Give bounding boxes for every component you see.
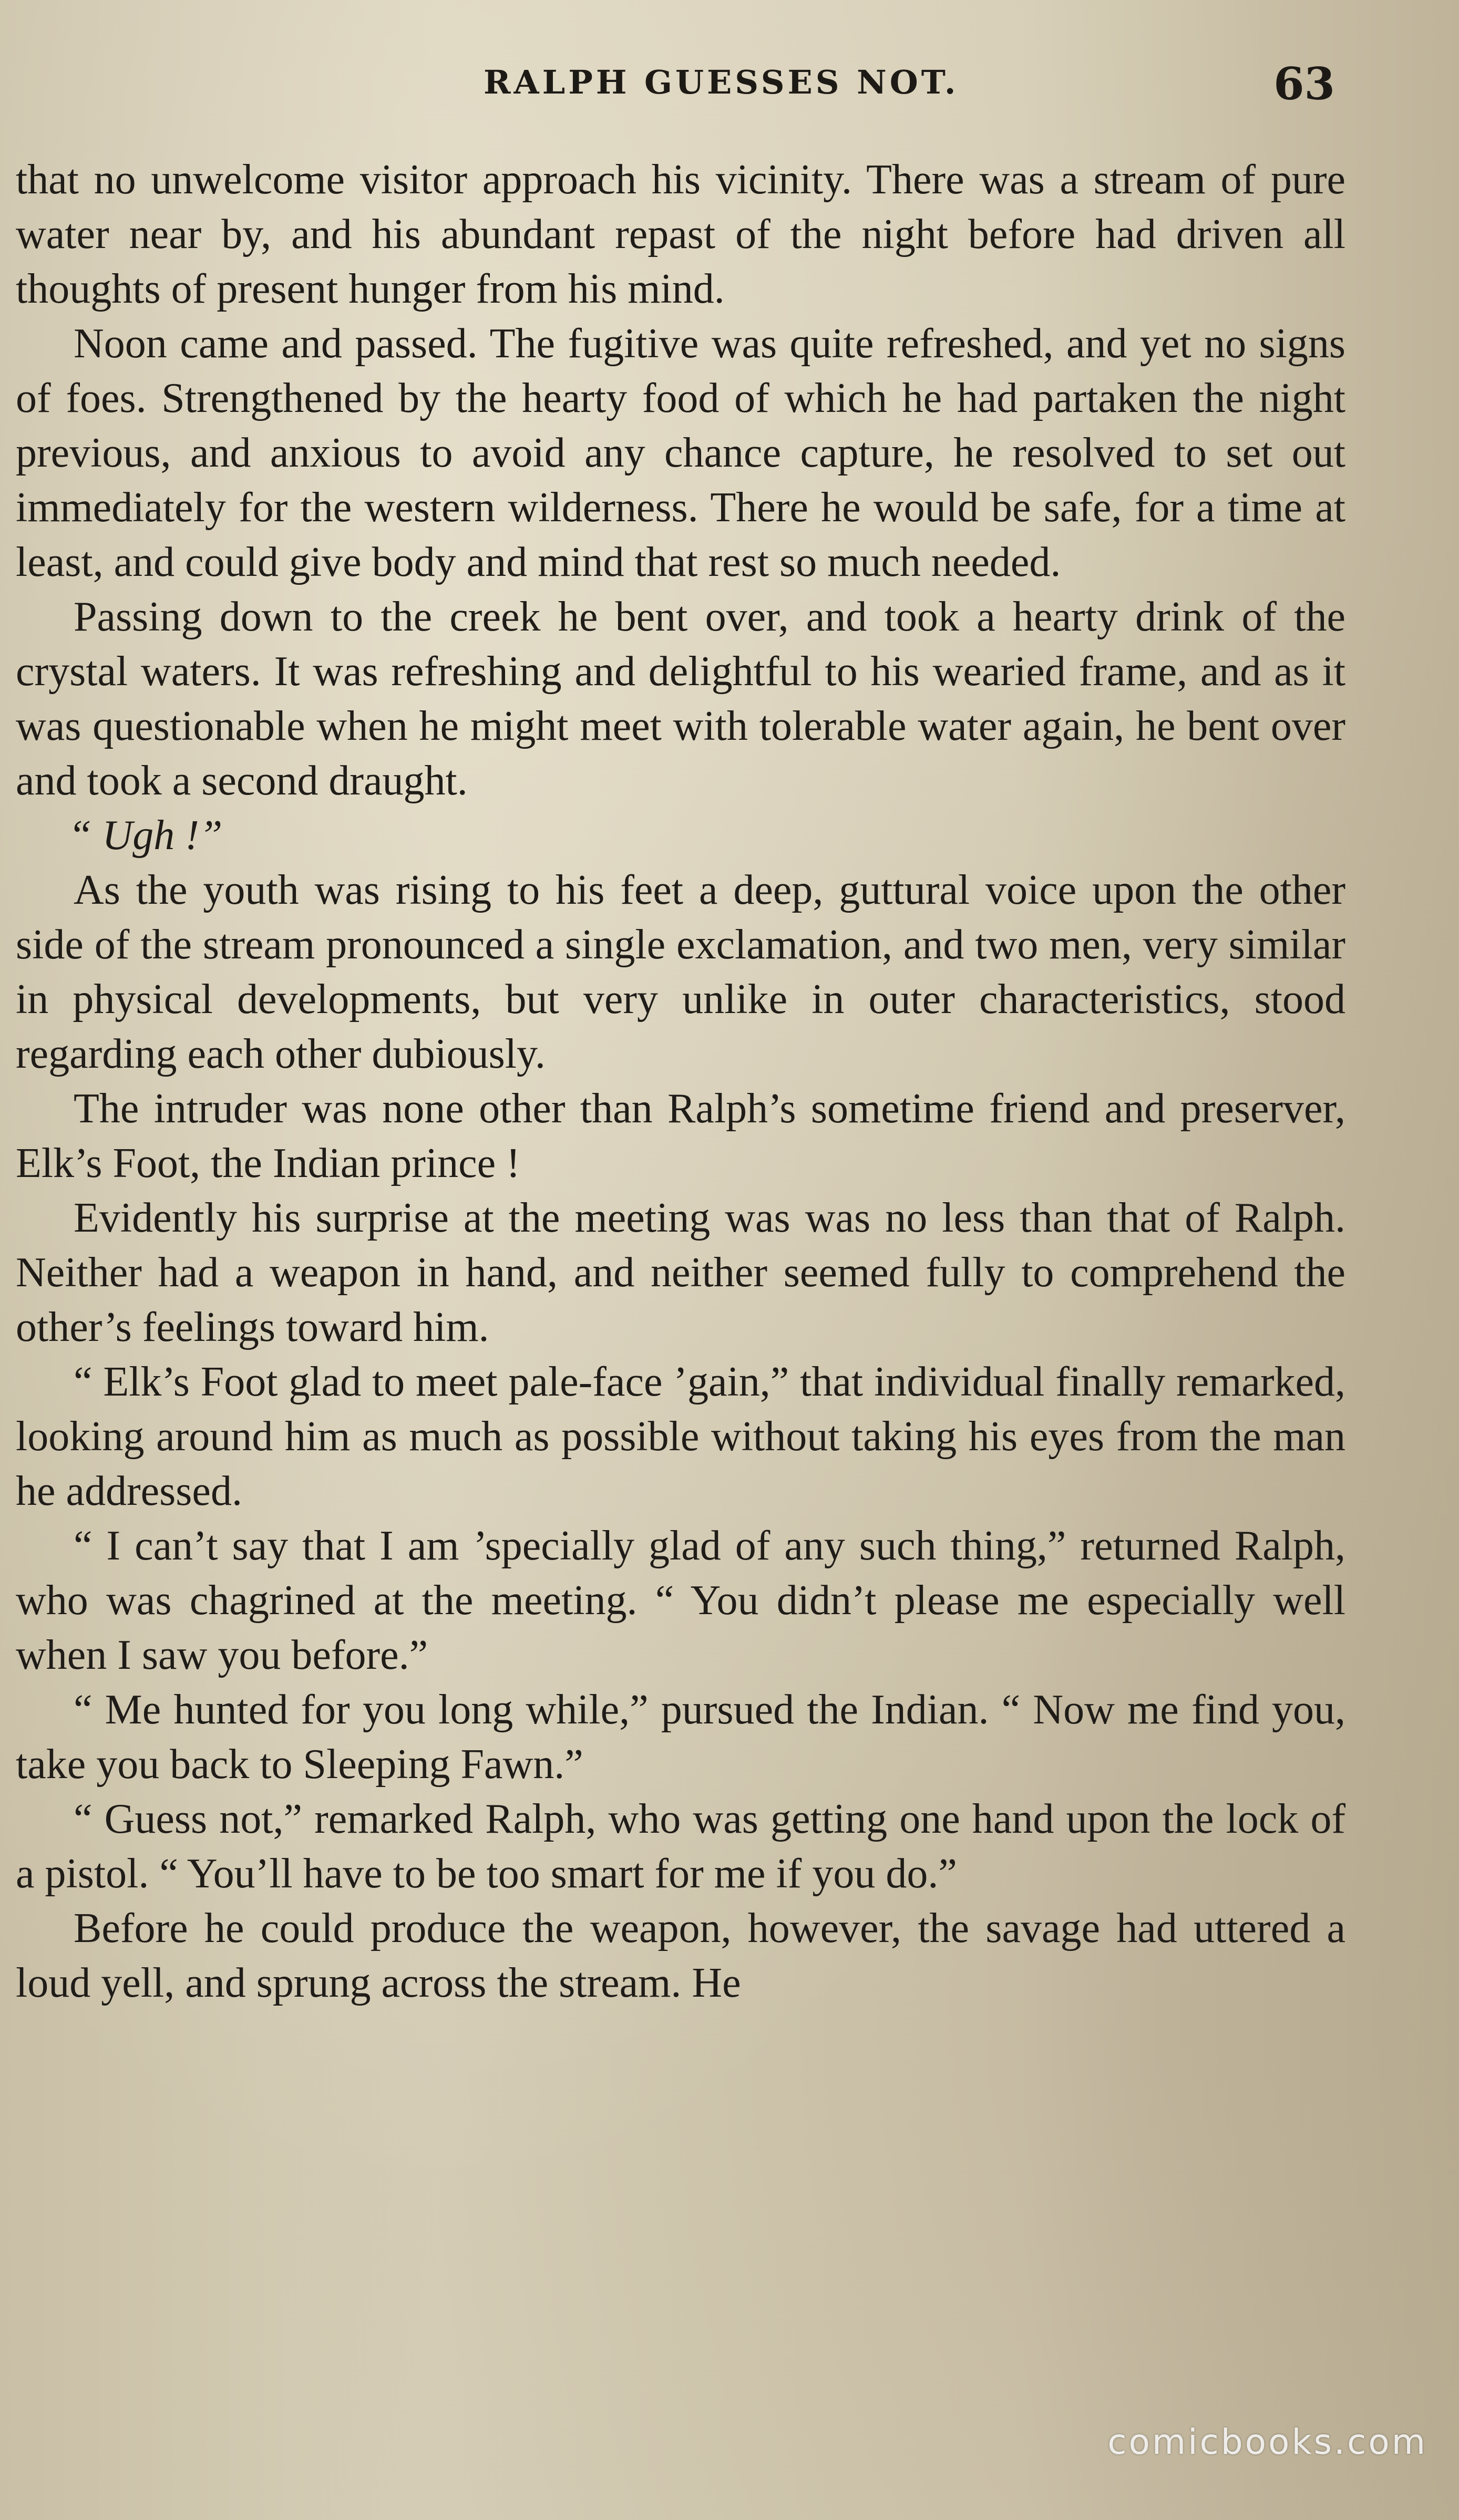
- running-head: [32, 58, 1335, 116]
- paragraph-11: “ Guess not,” remarked Ralph, who was getting one hand upon the lock of a pistol. “ You’ll have to be too smart for me if you do.”: [16, 1796, 1345, 1897]
- paragraph-10: “ Me hunted for you long while,” pursued the Indian. “ Now me find you, take you back to Sleeping Fawn.”: [16, 1687, 1345, 1788]
- body-text: [16, 152, 1345, 2412]
- paragraph-8: “ Elk’s Foot glad to meet pale-face ’gain,” that individual finally remarked, looking around him as much as possible without taking his eyes from the man he addressed.: [16, 1359, 1345, 1514]
- paragraph-1: that no unwelcome visitor approach his vicinity. There was a stream of pure water near by, and his abundant repast of the night before had driven all thoughts of present hunger from his mind.: [16, 157, 1345, 312]
- running-title: RALPH GUESSES NOT.: [484, 63, 959, 101]
- paragraph-7: Evidently his surprise at the meeting was was no less than that of Ralph. Neither had a weapon in hand, and neither seemed fully to comprehend the other’s feelings toward him.: [16, 1195, 1345, 1350]
- exclamation-text: “ Ugh !”: [68, 812, 223, 859]
- paragraph-exclamation: [16, 808, 1345, 863]
- paragraph-5: As the youth was rising to his feet a deep, guttural voice upon the other side of the stream pronounced a single exclamation, and two men, very similar in physical developments, but very unlike in outer characteristics, stood regarding each other dubiously.: [16, 867, 1345, 1077]
- paragraph-3: Passing down to the creek he bent over, and took a hearty drink of the crystal waters. It was refreshing and delightful to his wearied frame, and as it was questionable when he might meet with tolerable water again, he bent over and took a second draught.: [16, 594, 1345, 804]
- paragraph-6: The intruder was none other than Ralph’s sometime friend and preserver, Elk’s Foot, the Indian prince !: [16, 1086, 1345, 1186]
- paragraph-2: Noon came and passed. The fugitive was quite refreshed, and yet no signs of foes. Strengthened by the hearty food of which he had partaken the night previous, and anxious to avoid any chance capture, he resolved to set out immediately for the western wilderness. There he would be safe, for a time at least, and could give body and mind that rest so much needed.: [16, 321, 1345, 585]
- paragraph-9: “ I can’t say that I am ’specially glad of any such thing,” returned Ralph, who was chagrined at the meeting. “ You didn’t please me especially well when I saw you before.”: [16, 1523, 1345, 1678]
- watermark: comicbooks.com: [1107, 2422, 1427, 2462]
- page-number: 63: [1273, 58, 1335, 110]
- paragraph-12: Before he could produce the weapon, however, the savage had uttered a loud yell, and sprung across the stream. He: [16, 1905, 1345, 2006]
